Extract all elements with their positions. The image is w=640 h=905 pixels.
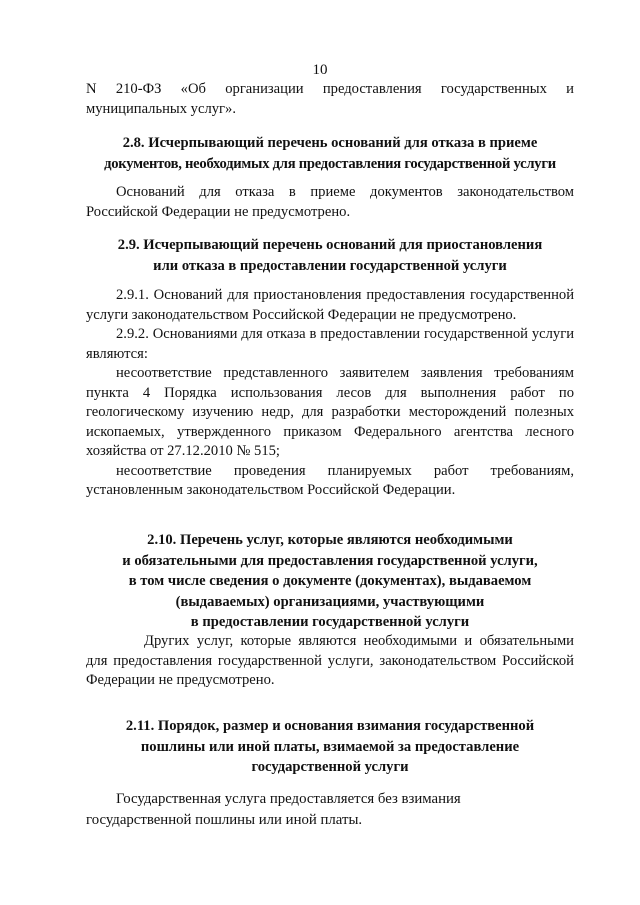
intro-text [86, 80, 574, 119]
section-2-11-text [86, 789, 574, 831]
section-2-11-heading-line: государственной услуги [251, 759, 409, 775]
section-2-9-text [86, 286, 574, 501]
section-2-8-text [86, 183, 574, 222]
section-2-9-paragraph-2: 2.9.2. Основаниями для отказа в предоставлении государственной услуги являются: [86, 326, 574, 362]
section-2-10-text [86, 632, 574, 691]
section-2-10-heading-line: в предоставлении государственной услуги [190, 614, 470, 630]
section-2-9-paragraph-1: 2.9.1. Оснований для приостановления предоставления государственной услуги законодательством Российской Федерации не предусмотрено. [86, 287, 574, 323]
section-2-11-heading-line: 2.11. Порядок, размер и основания взимания государственной [125, 718, 535, 734]
section-2-8-paragraph: Оснований для отказа в приеме документов законодательством Российской Федерации не предусмотрено. [86, 184, 574, 220]
section-2-11-line-1: Государственная услуга предоставляется без взимания [116, 791, 461, 807]
section-2-10-heading-line: в том числе сведения о документе (документах), выдаваемом [128, 573, 532, 589]
section-2-11-heading [86, 716, 574, 778]
section-2-10-heading [86, 530, 574, 633]
section-2-8-heading [86, 133, 574, 174]
intro-line-1: N 210-ФЗ «Об организации предоставления государственных и [86, 81, 574, 97]
section-2-10-heading-line: 2.10. Перечень услуг, которые являются необходимыми [147, 532, 513, 548]
page-number: 10 [312, 62, 328, 78]
section-2-8-heading-line: документов, необходимых для предоставления государственной услуги [104, 155, 556, 172]
intro-line-2: муниципальных услуг». [86, 100, 236, 117]
section-2-8-heading-line: 2.8. Исчерпывающий перечень оснований для отказа в приеме [122, 135, 538, 151]
section-2-11-heading-line: пошлины или иной платы, взимаемой за предоставление [140, 738, 520, 755]
section-2-10-heading-line: и обязательными для предоставления государственной услуги, [122, 552, 538, 569]
section-2-11-line-2: государственной пошлины или иной платы. [86, 812, 363, 828]
section-2-9-heading-line: 2.9. Исчерпывающий перечень оснований для приостановления [117, 237, 543, 253]
section-2-9-heading [86, 235, 574, 276]
section-2-10-heading-line: (выдаваемых) организациями, участвующими [175, 593, 485, 610]
section-2-9-heading-line: или отказа в предоставлении государственной услуги [153, 257, 507, 274]
section-2-10-paragraph: Других услуг, которые являются необходимыми и обязательными для предоставления государственной услуги, законодательством Российской Федерации не предусмотрено. [86, 633, 574, 688]
section-2-9-paragraph-3: несоответствие представленного заявителем заявления требованиям пункта 4 Порядка использования лесов для выполнения работ по геологическому изучению недр, для разработки месторождений полезных ископаемых, утвержденного приказом Федерального агентства лесного хозяйства от 27.12.2010 № 515; [86, 365, 574, 459]
section-2-9-paragraph-4: несоответствие проведения планируемых работ требованиям, установленным законодательством Российской Федерации. [86, 462, 574, 498]
